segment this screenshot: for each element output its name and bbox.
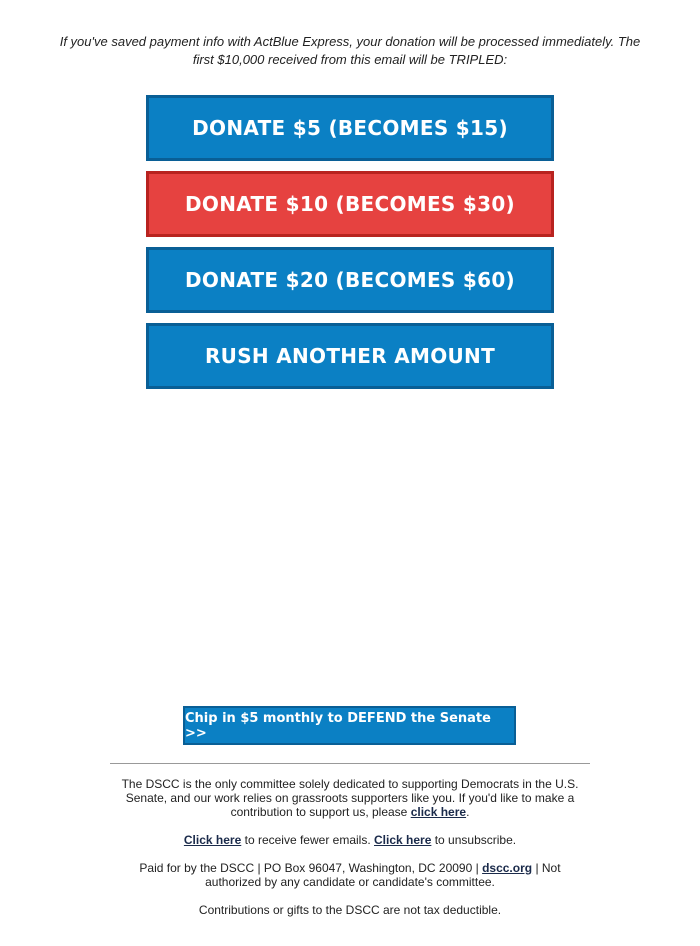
- donate-5-button[interactable]: DONATE $5 (BECOMES $15): [146, 95, 554, 161]
- donate-20-button[interactable]: DONATE $20 (BECOMES $60): [146, 247, 554, 313]
- intro-line-1: If you've saved payment info with ActBlue Express, your donation will be processed immediately. The: [59, 34, 641, 49]
- unsubscribe-link[interactable]: Click here: [374, 833, 432, 847]
- footer-paid-for: [110, 861, 590, 889]
- fewer-emails-text: to receive fewer emails.: [244, 833, 371, 847]
- paid-for-text: Paid for by the DSCC | PO Box 96047, Washington, DC 20090 |: [139, 861, 479, 875]
- footer-tax-note: Contributions or gifts to the DSCC are not tax deductible.: [198, 903, 502, 917]
- rush-another-amount-button[interactable]: RUSH ANOTHER AMOUNT: [146, 323, 554, 389]
- contribute-link[interactable]: click here: [410, 805, 467, 819]
- donate-10-button[interactable]: DONATE $10 (BECOMES $30): [146, 171, 554, 237]
- dscc-site-link[interactable]: dscc.org: [482, 861, 533, 875]
- unsubscribe-text: to unsubscribe.: [434, 833, 517, 847]
- footer-divider: [110, 763, 590, 764]
- footer-about: The DSCC is the only committee solely dedicated to supporting Democrats in the U.S. Senate, and our work relies on grassroots supporters like you. If you'd like to make a contribution to support us, please click here.: [121, 777, 579, 819]
- paid-for-text-2: | Not authorized by any candidate or candidate's committee.: [205, 861, 561, 889]
- monthly-donate-button[interactable]: Chip in $5 monthly to DEFEND the Senate >>: [183, 706, 516, 745]
- intro-text: [30, 33, 670, 69]
- footer-about-text: The DSCC is the only committee solely dedicated to supporting Democrats in the U.S. Senate, and our work relies on grassroots supporters like you. If you'd like to make a contribution to support us, please: [121, 777, 579, 819]
- intro-line-2: first $10,000 received from this email will be TRIPLED:: [192, 52, 508, 67]
- fewer-emails-link[interactable]: Click here: [183, 833, 242, 847]
- footer-email-prefs: [110, 833, 590, 847]
